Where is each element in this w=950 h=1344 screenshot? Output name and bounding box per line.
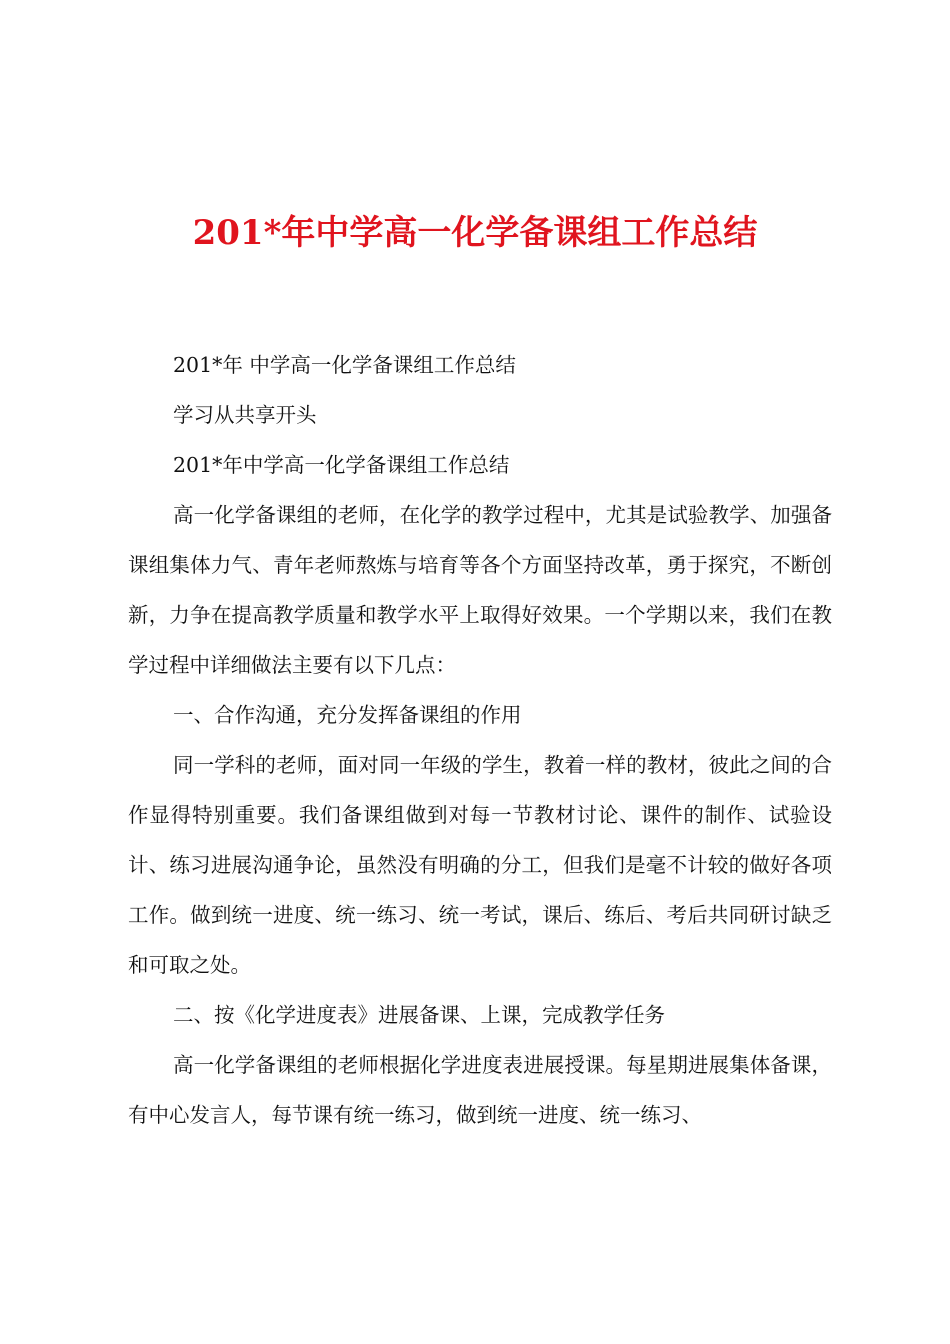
paragraph-share-intro: 学习从共享开头 — [173, 403, 317, 427]
paragraph-subtitle: 201*年中学高一化学备课组工作总结 — [173, 453, 510, 477]
paragraph-schedule: 高一化学备课组的老师根据化学进度表进展授课。每星期进展集体备课，有中心发言人，每节课有统一练习，做到统一进度、统一练习、 — [128, 1053, 832, 1127]
paragraph-cooperation: 同一学科的老师，面对同一年级的学生，教着一样的教材，彼此之间的合作显得特别重要。我们备课组做到对每一节教材讨论、课件的制作、试验设计、练习进展沟通争论，虽然没有明确的分工，但我们是毫不计较的做好各项工作。做到统一进度、统一练习、统一考试，课后、练后、考后共同研讨缺乏和可取之处。 — [128, 753, 832, 977]
paragraph-overview: 高一化学备课组的老师，在化学的教学过程中，尤其是试验教学、加强备课组集体力气、青年老师熬炼与培育等各个方面坚持改革，勇于探究，不断创新，力争在提高教学质量和教学水平上取得好效果。一个学期以来，我们在教学过程中详细做法主要有以下几点： — [128, 503, 832, 677]
document-body — [128, 340, 832, 1140]
paragraph-subtitle-year: 201*年 中学高一化学备课组工作总结 — [173, 353, 516, 377]
section-heading-1: 一、合作沟通，充分发挥备课组的作用 — [173, 703, 522, 727]
document-title: 201*年中学高一化学备课组工作总结 — [192, 213, 758, 253]
section-heading-2: 二、按《化学进度表》进展备课、上课，完成教学任务 — [173, 1003, 665, 1027]
